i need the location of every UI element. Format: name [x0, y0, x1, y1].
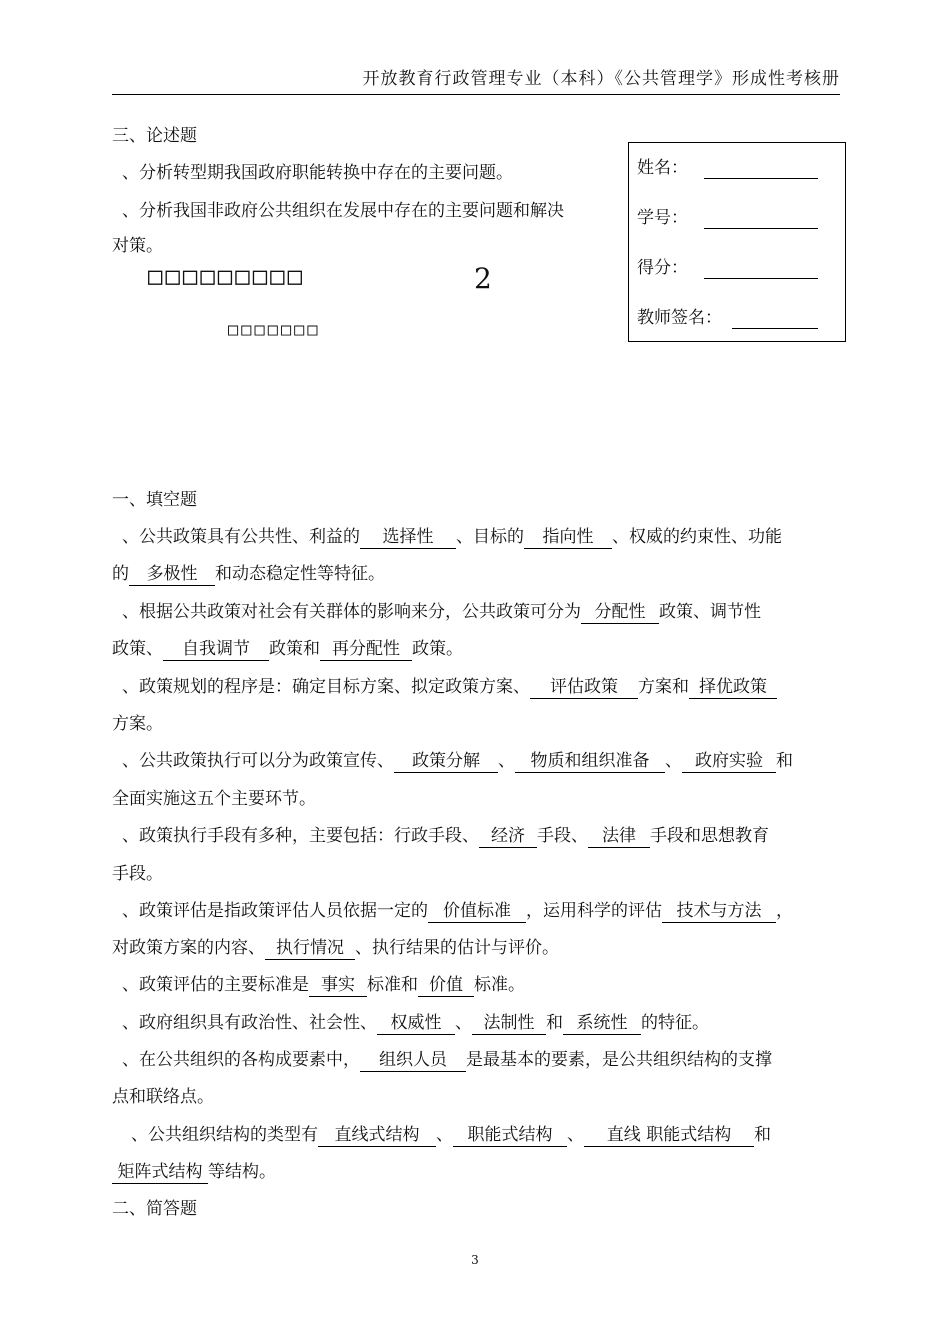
text: 和动态稳定性等特征。 [215, 564, 385, 584]
text: 、在公共组织的各构成要素中， [122, 1050, 360, 1070]
answer-blank: 矩阵式结构 [112, 1161, 208, 1184]
text: 手段和思想教育 [650, 826, 769, 846]
answer-blank: 评估政策 [530, 676, 638, 699]
text: 手段、 [537, 826, 588, 846]
answer-blank: 职能式结构 [453, 1124, 567, 1147]
answer-blank: 系统性 [563, 1012, 641, 1035]
score-field[interactable] [704, 278, 818, 279]
teacher-signature-field[interactable] [732, 328, 818, 329]
text: 、 [455, 1013, 472, 1033]
fill-line-6: 方案。 [112, 714, 163, 734]
fill-line-14 [122, 1011, 709, 1035]
fill-line-10: 手段。 [112, 864, 163, 884]
page-number: 3 [471, 1253, 479, 1267]
fill-line-17 [131, 1123, 771, 1147]
student-id-label: 学号： [637, 208, 688, 228]
text: 和 [754, 1125, 771, 1145]
answer-blank: 多极性 [129, 563, 215, 586]
answer-blank: 价值标准 [428, 900, 526, 923]
fill-line-15 [122, 1048, 772, 1072]
answer-blank: 经济 [479, 825, 537, 848]
text: 方案和 [638, 677, 689, 697]
fill-line-3 [122, 600, 761, 624]
fill-line-4 [112, 637, 463, 661]
text: 政策、 [112, 639, 163, 659]
assignment-subtitle: □□□□□□□ [228, 320, 321, 340]
text: 、政策执行手段有多种，主要包括：行政手段、 [122, 826, 479, 846]
answer-blank: 政策分解 [394, 750, 498, 773]
answer-blank: 法制性 [472, 1012, 546, 1035]
student-info-box [628, 142, 846, 342]
section1-title: 一、填空题 [112, 490, 197, 510]
text: 是最基本的要素，是公共组织结构的支撑 [466, 1050, 772, 1070]
fill-line-8: 全面实施这五个主要环节。 [112, 789, 316, 809]
text: 的 [112, 564, 129, 584]
assignment-title: □□□□□□□□□ [148, 262, 306, 290]
fill-line-11 [122, 899, 793, 923]
text: 政策。 [412, 639, 463, 659]
score-label: 得分： [637, 258, 688, 278]
answer-blank: 自我调节 [163, 638, 269, 661]
text: 、政策评估的主要标准是 [122, 975, 309, 995]
answer-blank: 指向性 [524, 526, 612, 549]
text: 和 [776, 751, 793, 771]
answer-blank: 择优政策 [689, 676, 777, 699]
answer-blank: 执行情况 [265, 937, 355, 960]
text: 、根据公共政策对社会有关群体的影响来分，公共政策可分为 [122, 602, 581, 622]
answer-blank: 直线 职能式结构 [584, 1124, 754, 1147]
text: 、公共组织结构的类型有 [131, 1125, 318, 1145]
text: 标准。 [474, 975, 525, 995]
answer-blank: 组织人员 [360, 1049, 466, 1072]
text: 政策、调节性 [659, 602, 761, 622]
student-id-field[interactable] [704, 228, 818, 229]
section3-title: 三、论述题 [112, 126, 197, 146]
fill-line-5 [122, 675, 777, 699]
text: 标准和 [367, 975, 418, 995]
answer-blank: 物质和组织准备 [515, 750, 665, 773]
text: ， [776, 901, 793, 921]
fill-line-7 [122, 749, 793, 773]
answer-blank: 权威性 [377, 1012, 455, 1035]
text: 、 [498, 751, 515, 771]
page-header: 开放教育行政管理专业（本科）《公共管理学》形成性考核册 [112, 64, 840, 95]
answer-blank: 事实 [309, 974, 367, 997]
text: 、目标的 [456, 527, 524, 547]
text: 、公共政策具有公共性、利益的 [122, 527, 360, 547]
assignment-number: 2 [474, 262, 492, 295]
answer-blank: 政府实验 [682, 750, 776, 773]
fill-line-12 [112, 936, 559, 960]
essay-question-1: 、分析转型期我国政府职能转换中存在的主要问题。 [122, 163, 513, 183]
fill-line-16: 点和联络点。 [112, 1087, 214, 1107]
text: 、政策评估是指政策评估人员依据一定的 [122, 901, 428, 921]
text: 、 [665, 751, 682, 771]
answer-blank: 再分配性 [320, 638, 412, 661]
text: 和 [546, 1013, 563, 1033]
answer-blank: 法律 [588, 825, 650, 848]
fill-line-18 [112, 1160, 276, 1184]
fill-line-9 [122, 824, 769, 848]
text: 、政策规划的程序是：确定目标方案、拟定政策方案、 [122, 677, 530, 697]
text: 、 [436, 1125, 453, 1145]
text: 等结构。 [208, 1162, 276, 1182]
text: ，运用科学的评估 [526, 901, 662, 921]
text: 对政策方案的内容、 [112, 938, 265, 958]
fill-line-13 [122, 973, 525, 997]
name-field[interactable] [704, 178, 818, 179]
text: 、公共政策执行可以分为政策宣传、 [122, 751, 394, 771]
text: 的特征。 [641, 1013, 709, 1033]
answer-blank: 技术与方法 [662, 900, 776, 923]
name-label: 姓名： [637, 158, 688, 178]
fill-line-2 [112, 562, 385, 586]
teacher-signature-label: 教师签名： [637, 308, 722, 328]
text: 、权威的约束性、功能 [612, 527, 782, 547]
answer-blank: 分配性 [581, 601, 659, 624]
fill-line-1 [122, 525, 782, 549]
text: 政策和 [269, 639, 320, 659]
answer-blank: 选择性 [360, 526, 456, 549]
answer-blank: 价值 [418, 974, 474, 997]
text: 、执行结果的估计与评价。 [355, 938, 559, 958]
essay-question-2: 、分析我国非政府公共组织在发展中存在的主要问题和解决 [122, 201, 564, 221]
essay-question-2-cont: 对策。 [112, 236, 163, 256]
section2-title: 二、简答题 [112, 1199, 197, 1219]
text: 、政府组织具有政治性、社会性、 [122, 1013, 377, 1033]
answer-blank: 直线式结构 [318, 1124, 436, 1147]
text: 、 [567, 1125, 584, 1145]
